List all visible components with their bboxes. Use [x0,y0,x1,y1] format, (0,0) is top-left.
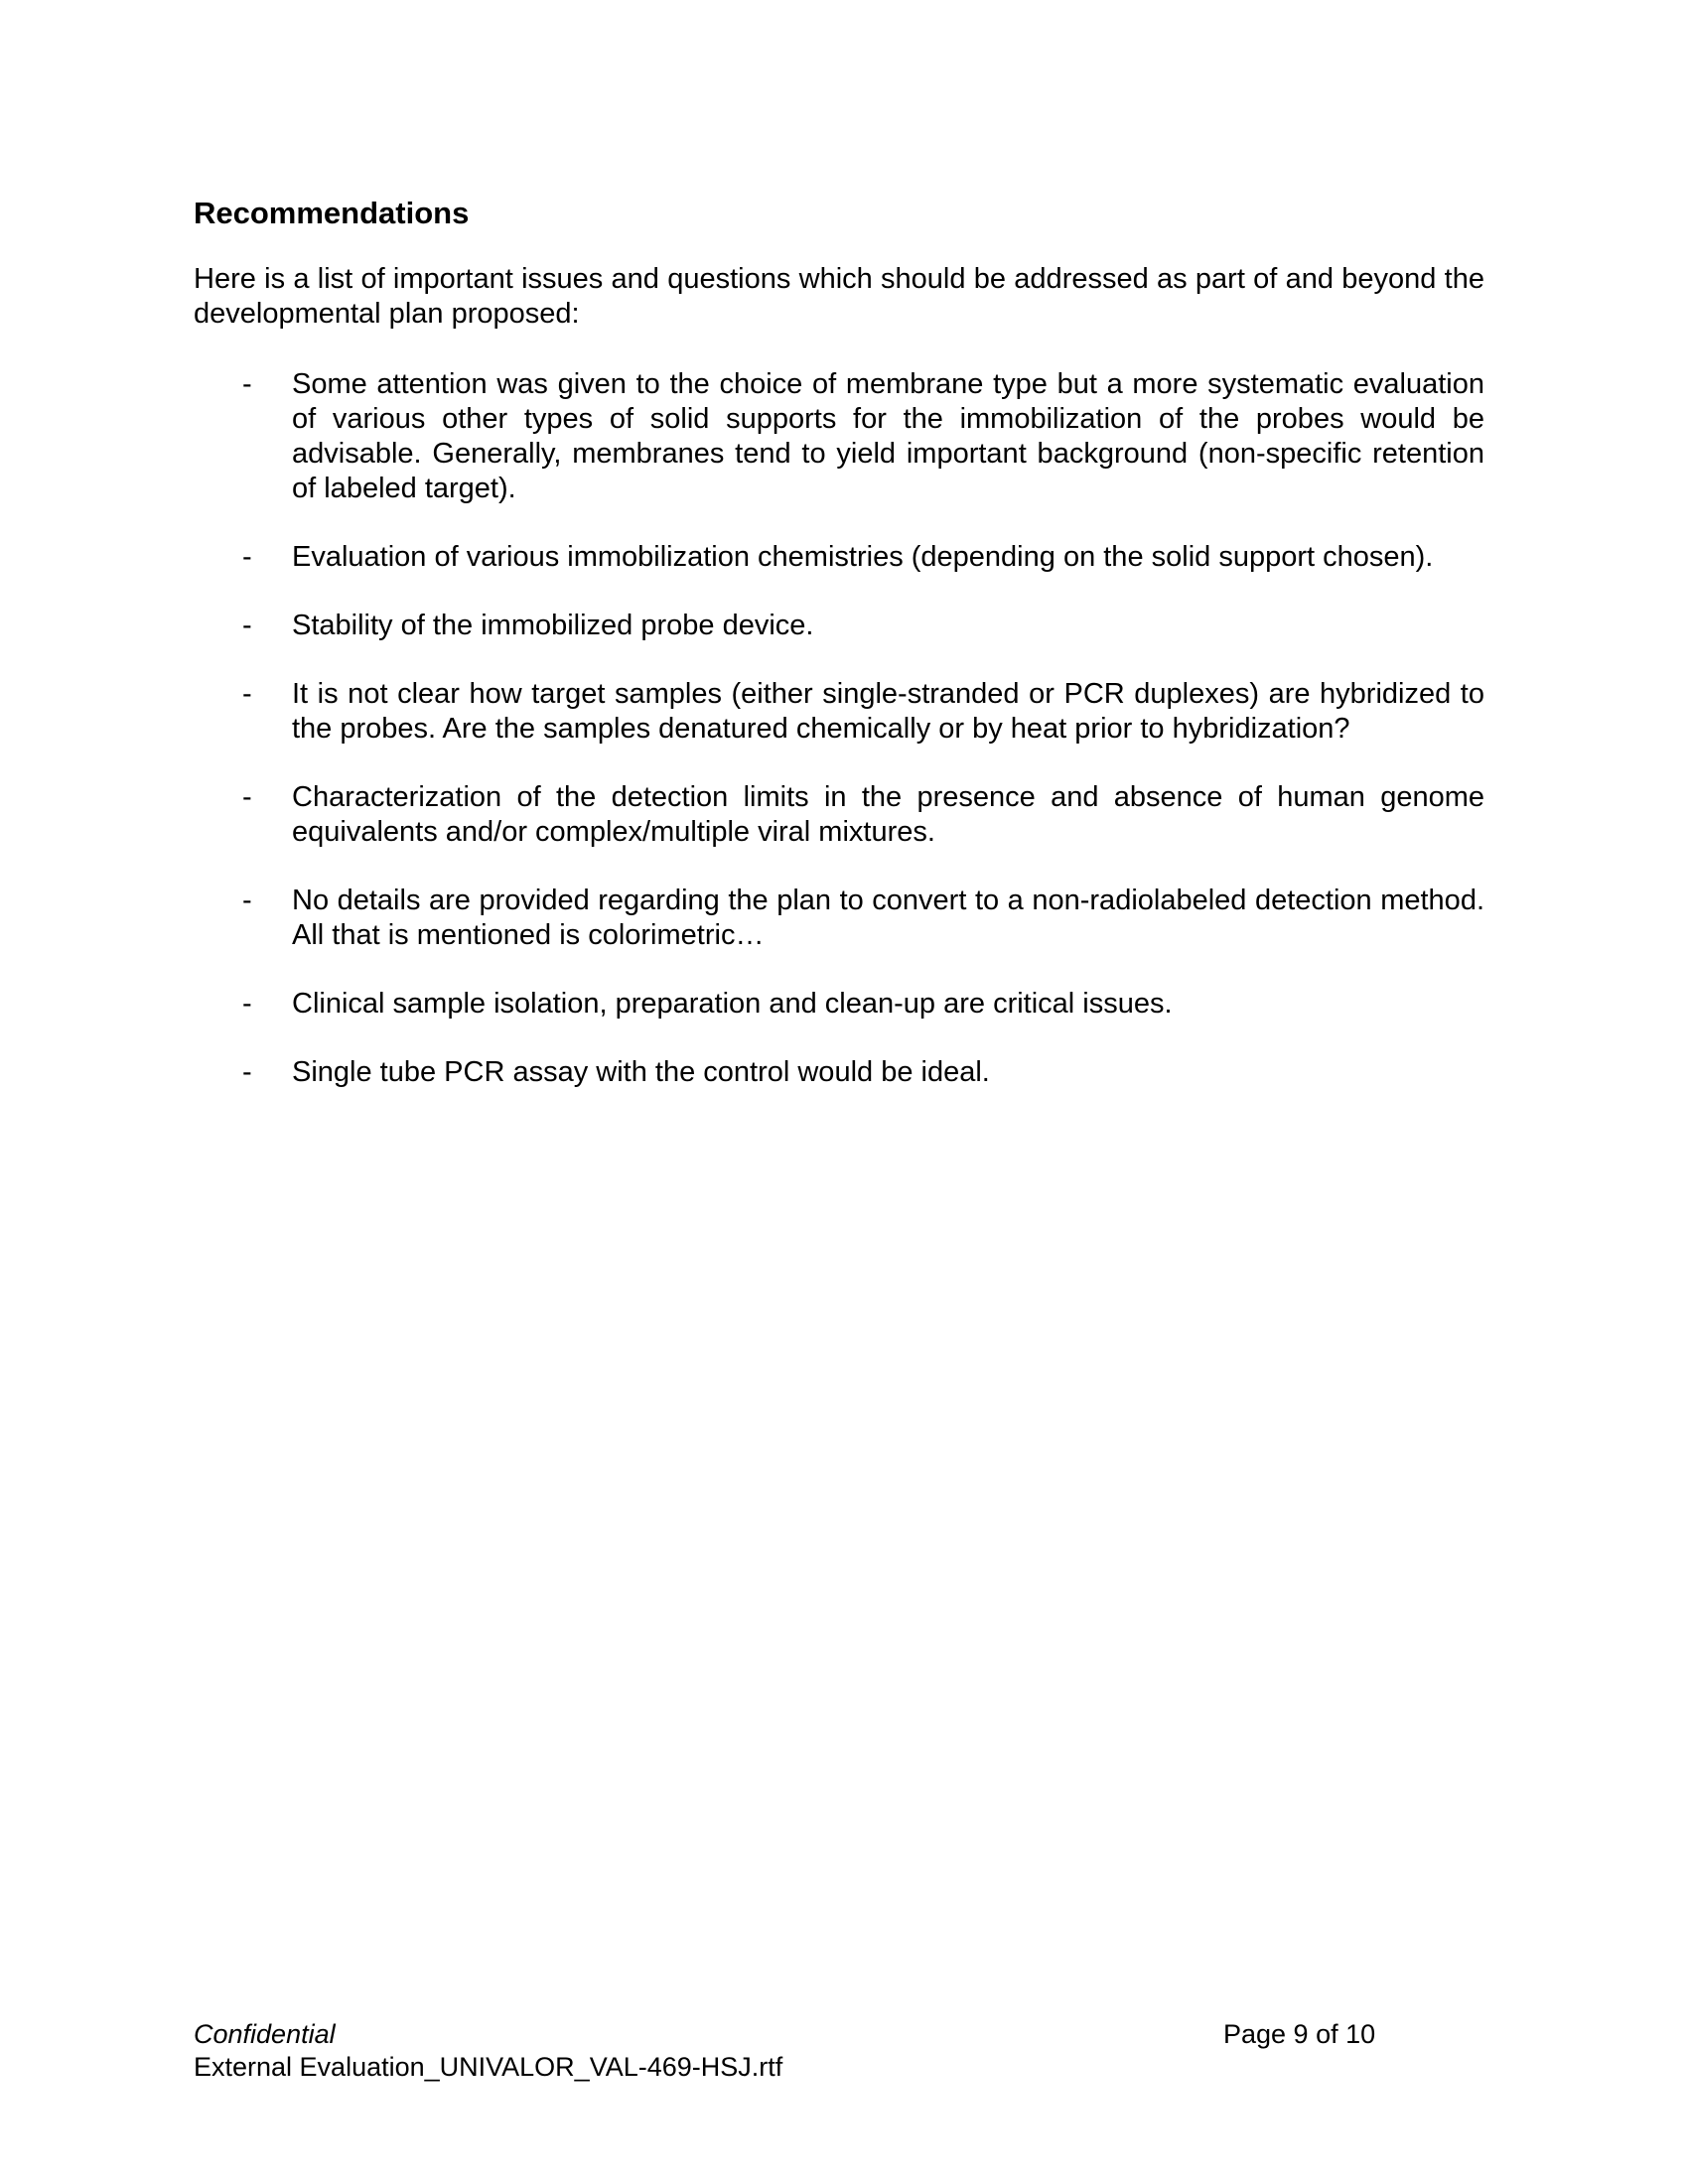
list-item [194,780,1484,850]
bullet-dash: - [242,781,252,813]
list-item [194,540,1484,575]
confidential-label: Confidential [194,2019,336,2049]
page-number: Page 9 of 10 [1223,2019,1376,2049]
bullet-dash: - [242,610,252,641]
bullet-dash: - [242,1056,252,1088]
list-item-text: Evaluation of various immobilization chemistries (depending on the solid support chosen). [292,541,1434,573]
list-item [194,1055,1484,1090]
bullet-dash: - [242,885,252,916]
list-item-text: Characterization of the detection limits in the presence and absence of human genome equivalents and/or complex/multiple viral mixtures. [292,781,1484,848]
list-item [194,987,1484,1022]
list-item [194,884,1484,953]
bullet-dash: - [242,678,252,710]
list-item-text: Some attention was given to the choice of membrane type but a more systematic evaluation of various other types of solid supports for the immobilization of the probes would be advisable. Generally, membranes tend to yield important background (non-specific retention of labeled target). [292,368,1484,504]
bullet-dash: - [242,541,252,573]
recommendations-list [194,367,1484,1124]
list-item [194,367,1484,506]
list-item-text: No details are provided regarding the plan to convert to a non-radiolabeled detection method. All that is mentioned is colorimetric… [292,885,1484,951]
footer-left [194,2018,782,2084]
bullet-dash: - [242,988,252,1020]
list-item [194,609,1484,643]
bullet-dash: - [242,368,252,400]
footer-filename: External Evaluation_UNIVALOR_VAL-469-HSJ.rtf [194,2052,783,2082]
list-item-text: Clinical sample isolation, preparation and clean-up are critical issues. [292,988,1173,1020]
section-heading: Recommendations [194,196,470,230]
list-item-text: Stability of the immobilized probe device. [292,610,814,641]
list-item-text: Single tube PCR assay with the control would be ideal. [292,1056,990,1088]
list-item [194,677,1484,747]
list-item-text: It is not clear how target samples (either single-stranded or PCR duplexes) are hybridized to the probes. Are the samples denatured chemically or by heat prior to hybridization? [292,678,1484,745]
intro-paragraph: Here is a list of important issues and questions which should be addressed as part of and beyond the developmental plan proposed: [194,263,1484,330]
